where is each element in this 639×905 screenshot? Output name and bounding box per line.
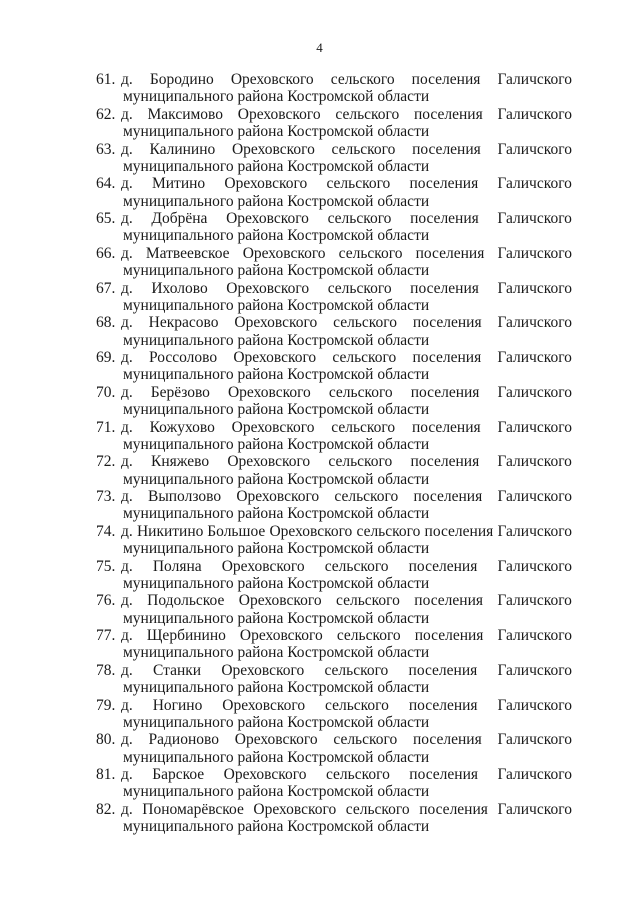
locality-type: д. [121,488,133,505]
list-item [96,801,572,836]
locality-type: д. [121,140,133,158]
item-second-line: муниципального района Костромской области [123,644,430,662]
item-first-line [121,245,572,262]
item-second-line: муниципального района Костромской области [123,123,430,141]
item-second-line: муниципального района Костромской области [123,505,430,523]
item-second-line: муниципального района Костромской области [123,748,430,766]
settlement-word: поселения [411,418,481,436]
locality-name: Митино [151,175,206,193]
item-second-line: муниципального района Костромской области [123,366,430,384]
item-number: 81. [96,766,116,783]
settlement-name: Ореховского [222,696,306,714]
item-number: 78. [96,661,116,679]
item-number: 82. [96,800,116,818]
locality-name: Княжево [150,453,210,471]
list-item [96,766,572,801]
locality-name: Ногино [152,696,203,714]
item-first-line [121,384,572,401]
locality-name: Калинино [149,140,216,158]
settlement-kind: сельского [331,418,396,436]
locality-type: д. [121,314,133,332]
item-first-line [121,592,572,609]
district-name: Галичского [497,383,572,401]
locality-type: д. [121,210,133,227]
settlement-name: Ореховского [236,488,320,505]
item-number: 70. [96,383,116,401]
list-item [96,314,572,349]
settlement-name: Ореховского [221,557,305,575]
list-item [96,627,572,662]
item-first-line [121,662,572,679]
locality-name: Бородино [149,71,214,88]
item-number: 61. [96,71,116,88]
locality-name: Радионово [148,731,219,749]
item-number: 64. [96,175,116,193]
item-number: 72. [96,453,116,471]
locality-type: д. [121,627,133,644]
settlement-name: Ореховского [224,175,308,193]
district-name: Галичского [497,349,572,366]
settlement-kind: сельского [338,244,403,262]
item-number: 62. [96,105,116,123]
item-second-line: муниципального района Костромской области [123,470,430,488]
settlement-name: Ореховского [227,383,311,401]
item-second-line: муниципального района Костромской области [123,331,430,349]
locality-name: Выползово [148,488,222,505]
item-first-line [121,801,572,818]
list-item [96,662,572,697]
settlement-kind: сельского [324,661,389,679]
settlement-word: поселения [414,592,484,610]
list-item [96,384,572,419]
district-name: Галичского [497,314,572,332]
district-name: Галичского [497,661,572,679]
locality-type: д. [121,800,133,818]
item-first-line [121,280,572,297]
locality-name: Добрёна [151,210,208,227]
locality-type: д. [121,592,133,610]
locality-type: д. [121,71,133,88]
item-number: 75. [96,557,116,575]
settlement-word: поселения [409,766,478,783]
list-item [96,106,572,141]
list-item [96,558,572,593]
locality-name: Матвеевское [145,244,230,262]
list-item [96,280,572,315]
district-name: Галичского [497,418,572,436]
settlement-kind: сельского [325,696,389,714]
settlement-word: поселения [419,800,488,818]
settlement-kind: сельского [328,383,393,401]
locality-name: Максимово [147,105,224,123]
settlement-word: поселения [413,488,483,505]
settlement-name: Ореховского [226,279,310,297]
item-second-line: муниципального района Костромской области [123,401,430,419]
item-first-line [121,349,572,366]
settlement-word: поселения [412,314,482,332]
item-number: 73. [96,488,116,505]
locality-type: д. [121,453,133,471]
settlement-kind: сельского [332,349,397,366]
item-first-line [121,314,572,331]
item-second-line: муниципального района Костромской области [123,157,430,175]
item-number: 63. [96,140,116,158]
item-second-line: муниципального района Костромской области [123,540,430,558]
list-item [96,697,572,732]
settlement-list [96,71,572,836]
settlement-word: поселения [412,349,482,366]
settlement-kind: сельского [331,140,396,158]
district-name: Галичского [497,522,572,540]
settlement-word: поселения [414,105,483,123]
item-first-line [121,766,572,783]
list-item [96,419,572,454]
district-name: Галичского [497,488,572,505]
settlement-word: поселения [414,627,484,644]
settlement-word: поселения [410,210,479,227]
settlement-kind: сельского [327,279,392,297]
district-name: Галичского [497,210,572,227]
settlement-kind: сельского [330,71,395,88]
item-number: 66. [96,244,116,262]
district-name: Галичского [497,627,572,644]
settlement-name: Ореховского [239,627,323,644]
item-second-line: муниципального района Костромской области [123,609,430,627]
item-second-line: муниципального района Костромской области [123,435,430,453]
locality-type: д. [121,418,133,436]
settlement-word: поселения [412,140,481,158]
item-first-line [121,731,572,748]
locality-type: д. [121,279,133,297]
locality-name: Берёзово [150,383,210,401]
locality-name: Ихолово [151,279,208,297]
item-second-line: муниципального района Костромской области [123,574,430,592]
settlement-word: поселения [415,244,485,262]
locality-name: Кожухово [149,418,215,436]
item-first-line [121,558,572,575]
list-item [96,592,572,627]
list-item [96,453,572,488]
settlement-kind: сельского [345,800,410,818]
locality-type: д. [121,522,133,540]
settlement-name: Ореховского [242,244,326,262]
item-second-line: муниципального района Костромской области [123,227,430,245]
item-number: 79. [96,696,116,714]
item-first-line [121,71,572,88]
settlement-word: поселения [409,175,479,193]
list-item [96,175,572,210]
settlement-word: поселения [413,731,482,749]
district-name: Галичского [497,71,572,88]
settlement-name: Ореховского [231,140,315,158]
locality-type: д. [121,105,133,123]
settlement-kind: сельского [336,627,401,644]
locality-type: д. [121,766,133,783]
item-second-line: муниципального района Костромской области [123,818,430,836]
district-name: Галичского [497,592,572,610]
settlement-kind: сельского [334,488,399,505]
locality-name: Никитино Большое [136,522,266,540]
settlement-kind: сельского [333,731,398,749]
settlement-name: Ореховского [227,453,311,471]
settlement-name: Ореховского [231,418,315,436]
locality-type: д. [121,661,133,679]
settlement-kind: сельского [335,105,400,123]
list-item [96,523,572,558]
locality-type: д. [121,244,133,262]
district-name: Галичского [497,800,572,818]
item-number: 69. [96,349,116,366]
district-name: Галичского [497,175,572,193]
settlement-word: поселения [410,279,479,297]
item-second-line: муниципального района Костромской области [123,783,430,801]
item-first-line [121,141,572,158]
settlement-name: Ореховского [234,731,318,749]
locality-name: Станки [153,661,202,679]
district-name: Галичского [497,731,572,749]
item-number: 65. [96,210,116,227]
settlement-kind: сельского [333,314,397,332]
item-first-line [121,175,572,192]
list-item [96,141,572,176]
item-number: 67. [96,279,116,297]
item-number: 76. [96,592,116,610]
item-first-line [121,419,572,436]
list-item [96,349,572,384]
item-first-line [121,697,572,714]
locality-name: Россолово [148,349,218,366]
settlement-name: Ореховского [234,314,318,332]
list-item [96,488,572,523]
locality-type: д. [121,175,133,193]
item-first-line [121,210,572,227]
settlement-word: поселения [424,522,494,540]
item-first-line [121,627,572,644]
locality-name: Пономарёвское [142,800,244,818]
locality-name: Поляна [152,557,202,575]
settlement-name: Ореховского [221,661,305,679]
item-second-line: муниципального района Костромской области [123,262,430,280]
list-item [96,71,572,106]
page-number: 4 [316,40,323,55]
settlement-word: поселения [408,696,478,714]
item-number: 68. [96,314,116,332]
locality-type: д. [121,349,133,366]
locality-type: д. [121,731,133,749]
settlement-kind: сельского [324,557,389,575]
settlement-word: поселения [410,453,480,471]
item-second-line: муниципального района Костромской области [123,713,430,731]
settlement-kind: сельского [325,766,390,783]
district-name: Галичского [497,453,572,471]
settlement-name: Ореховского [226,210,309,227]
settlement-kind: сельского [356,522,421,540]
item-second-line: муниципального района Костромской области [123,296,430,314]
settlement-name: Ореховского [233,349,317,366]
locality-name: Щербинино [146,627,226,644]
locality-type: д. [121,557,133,575]
item-number: 71. [96,418,116,436]
settlement-kind: сельского [328,453,393,471]
item-first-line [121,106,572,123]
item-second-line: муниципального района Костромской области [123,679,430,697]
item-number: 80. [96,731,116,749]
settlement-word: поселения [410,383,480,401]
settlement-word: поселения [408,557,478,575]
locality-type: д. [121,383,133,401]
item-first-line [121,488,572,505]
settlement-name: Ореховского [269,522,353,540]
settlement-name: Ореховского [230,71,314,88]
item-first-line [121,453,572,470]
district-name: Галичского [497,244,572,262]
settlement-name: Ореховского [237,105,321,123]
settlement-kind: сельского [336,592,400,610]
settlement-name: Ореховского [238,592,322,610]
locality-name: Подольское [147,592,225,610]
district-name: Галичского [497,140,572,158]
settlement-word: поселения [411,71,481,88]
district-name: Галичского [497,696,572,714]
item-number: 74. [96,522,116,540]
list-item [96,245,572,280]
item-number: 77. [96,627,116,644]
settlement-kind: сельского [326,175,391,193]
settlement-name: Ореховского [253,800,337,818]
item-first-line [121,523,572,540]
item-second-line: муниципального района Костромской области [123,192,430,210]
district-name: Галичского [497,279,572,297]
locality-type: д. [121,696,133,714]
settlement-kind: сельского [327,210,392,227]
settlement-word: поселения [408,661,478,679]
settlement-name: Ореховского [223,766,307,783]
locality-name: Некрасово [148,314,219,332]
list-item [96,210,572,245]
district-name: Галичского [497,766,572,783]
locality-name: Барское [152,766,205,783]
list-item [96,731,572,766]
item-second-line: муниципального района Костромской области [123,88,430,106]
district-name: Галичского [497,105,572,123]
district-name: Галичского [497,557,572,575]
